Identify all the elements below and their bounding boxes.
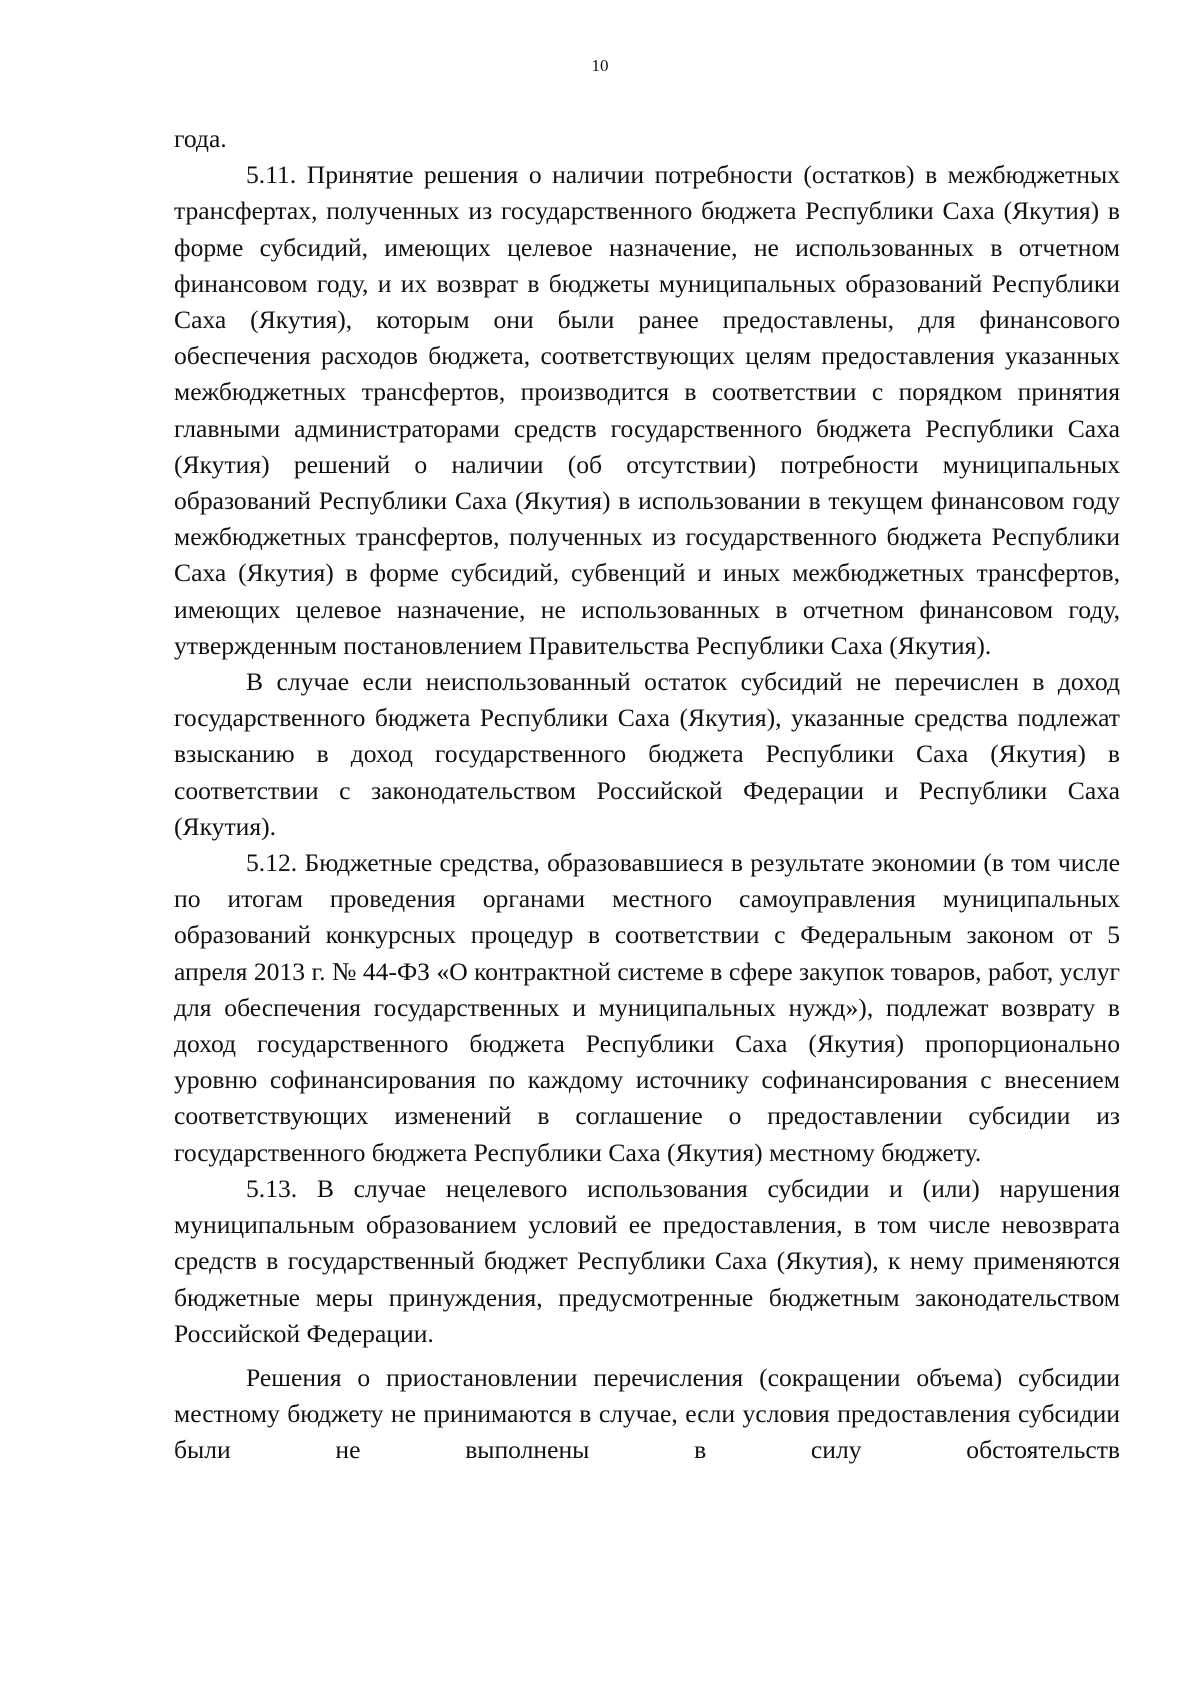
paragraph-unused-balance: В случае если неиспользованный остаток субсидий не перечислен в доход государственного бюджета Республики Саха (Якутия), указанные средства подлежат взысканию в доход государственного бюджета Республики Саха (Якутия) в соответствии с законодательством Российской Федерации и Республики Саха (Якутия). [174, 667, 1120, 841]
paragraph-continuation: года. [174, 124, 227, 153]
paragraph-5-13: 5.13. В случае нецелевого использования субсидии и (или) нарушения муниципальным образованием условий ее предоставления, в том числе невозврата средств в государственный бюджет Республики Саха (Якутия), к нему применяются бюджетные меры принуждения, предусмотренные бюджетным законодательством Российской Федерации. [174, 1173, 1120, 1348]
page-number: 10 [591, 56, 609, 75]
paragraph-5-12: 5.12. Бюджетные средства, образовавшиеся в результате экономии (в том числе по итогам проведения органами местного самоуправления муниципальных образований конкурсных процедур в соответствии с Федеральным законом от 5 апреля 2013 г. № 44-ФЗ «О контрактной системе в сфере закупок товаров, работ, услуг для обеспечения государственных и муниципальных нужд»), подлежат возврату в доход государственного бюджета Республики Саха (Якутия) пропорционально уровню софинансирования по каждому источнику софинансирования с внесением соответствующих изменений в соглашение о предоставлении субсидии из государственного бюджета Республики Саха (Якутия) местному бюджету. [174, 848, 1120, 1167]
paragraph-5-11: 5.11. Принятие решения о наличии потребности (остатков) в межбюджетных трансфертах, полученных из государственного бюджета Республики Саха (Якутия) в форме субсидий, имеющих целевое назначение, не использованных в отчетном финансовом году, и их возврат в бюджеты муниципальных образований Республики Саха (Якутия), которым они были ранее предоставлены, для финансового обеспечения расходов бюджета, соответствующих целям предоставления указанных межбюджетных трансфертов, производится в соответствии с порядком принятия главными администраторами средств государственного бюджета Республики Саха (Якутия) решений о наличии (об отсутствии) потребности муниципальных образований Республики Саха (Якутия) в использовании в текущем финансовом году межбюджетных трансфертов, полученных из государственного бюджета Республики Саха (Якутия) в форме субсидий, субвенций и иных межбюджетных трансфертов, имеющих целевое назначение, не использованных в отчетном финансовом году, утвержденным постановлением Правительства Республики Саха (Якутия). [174, 160, 1120, 660]
document-body [174, 121, 1120, 1469]
paragraph-suspension-decisions: Решения о приостановлении перечисления (сокращении объема) субсидии местному бюджету не принимаются в случае, если условия предоставления субсидии были не выполнены в силу обстоятельств [174, 1362, 1120, 1465]
